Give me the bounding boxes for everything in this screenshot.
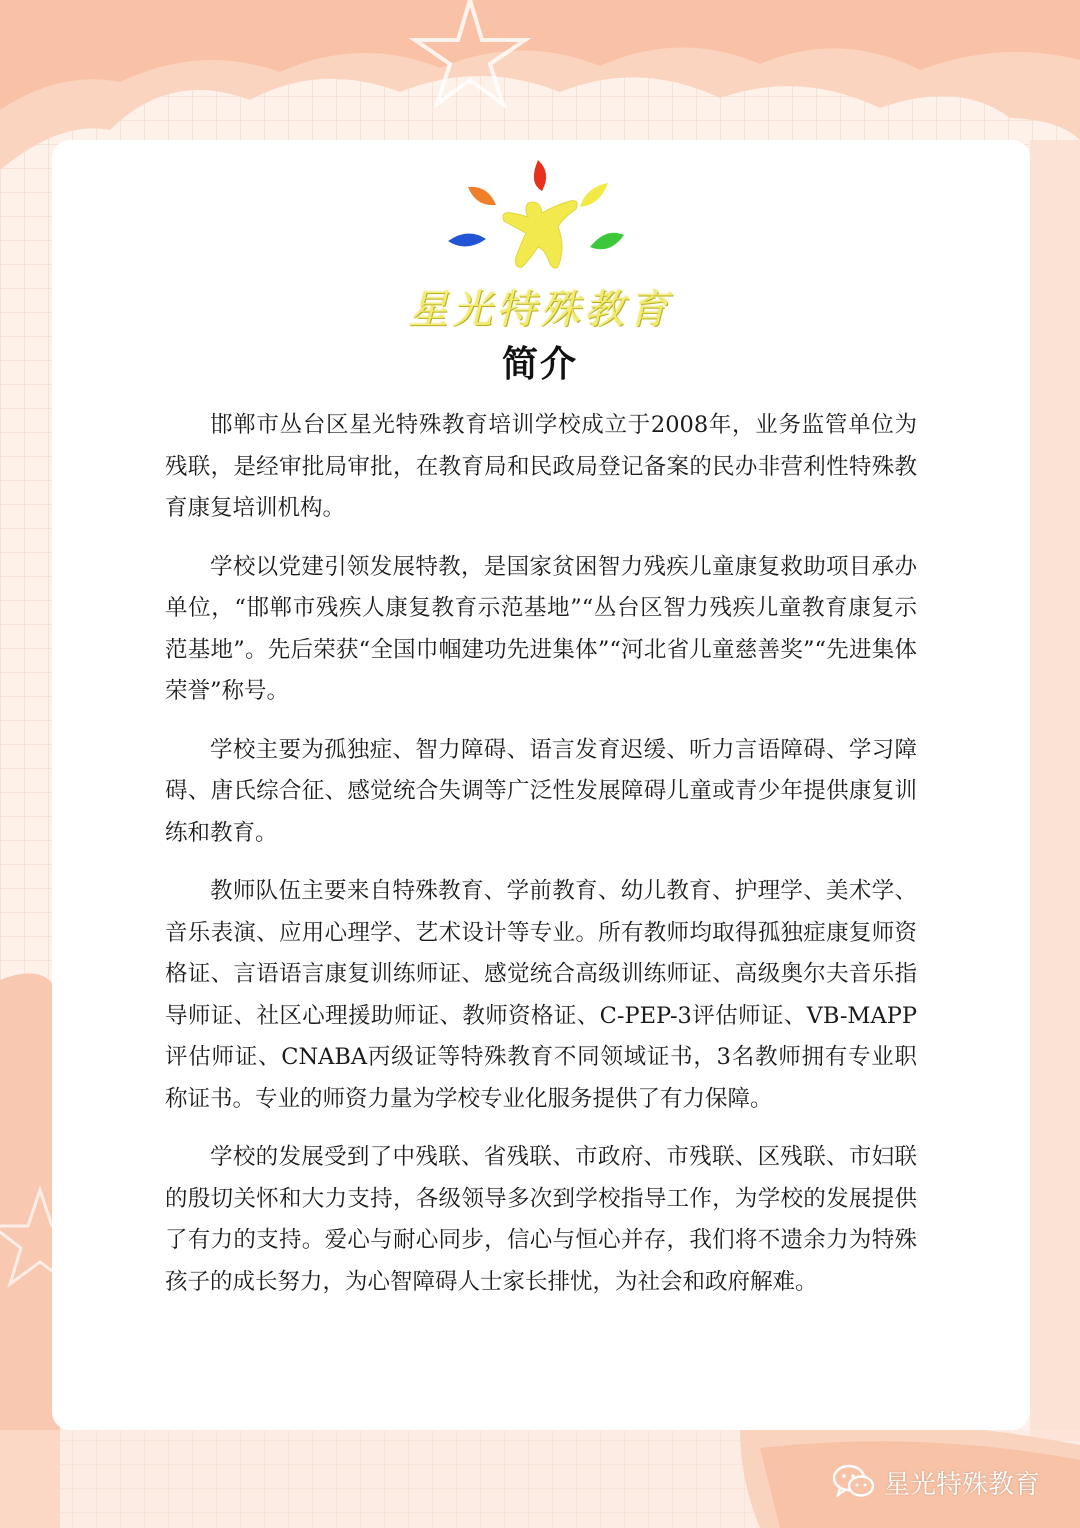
green-leaf-icon xyxy=(590,233,624,250)
yellow-leaf-icon xyxy=(580,183,608,207)
blue-leaf-icon xyxy=(448,233,486,246)
red-leaf-icon xyxy=(534,160,546,191)
paragraph: 学校主要为孤独症、智力障碍、语言发育迟缓、听力言语障碍、学习障碍、唐氏综合征、感觉统合失调等广泛性发展障碍儿童或青少年提供康复训练和教育。 xyxy=(165,736,917,846)
orange-leaf-icon xyxy=(468,187,496,205)
paragraph: 教师队伍主要来自特殊教育、学前教育、幼儿教育、护理学、美术学、音乐表演、应用心理学、艺术设计等专业。所有教师均取得孤独症康复师资格证、言语语言康复训练师证、感觉统合高级训练师证、高级奥尔夫音乐指导师证、社区心理援助师证、教师资格证、C-PEP-3评估师证、VB-MAPP评估师证、CNABA丙级证等特殊教育不同领域证书，3名教师拥有专业职称证书。专业的师资力量为学校专业化服务提供了有力保障。 xyxy=(165,878,917,1112)
wechat-icon xyxy=(832,1464,876,1500)
paragraph: 学校以党建引领发展特教，是国家贫困智力残疾儿童康复救助项目承办单位，“邯郸市残疾人康复教育示范基地”“丛台区智力残疾儿童教育康复示范基地”。先后荣获“全国巾帼建功先进集体”“河北省儿童慈善奖”“先进集体荣誉”称号。 xyxy=(165,553,917,704)
star-child-icon xyxy=(503,201,577,268)
paragraph: 邯郸市丛台区星光特殊教育培训学校成立于2008年，业务监管单位为残联，是经审批局审批，在教育局和民政局登记备案的民办非营利性特殊教育康复培训机构。 xyxy=(165,412,917,521)
wechat-account-name: 星光特殊教育 xyxy=(884,1469,1041,1500)
page-title: 简介 xyxy=(501,344,578,385)
right-side-strip xyxy=(1030,140,1080,1440)
intro-content xyxy=(165,405,917,1320)
brand-logo-text: 星光特殊教育 xyxy=(408,287,672,333)
wechat-watermark xyxy=(832,1462,1040,1502)
paragraph: 学校的发展受到了中残联、省残联、市政府、市残联、区残联、市妇联的殷切关怀和大力支持，各级领导多次到学校指导工作，为学校的发展提供了有力的支持。爱心与耐心同步，信心与恒心并存，我们将不遗余力为特殊孩子的成长努力，为心智障碍人士家长排忧，为社会和政府解难。 xyxy=(165,1144,917,1295)
